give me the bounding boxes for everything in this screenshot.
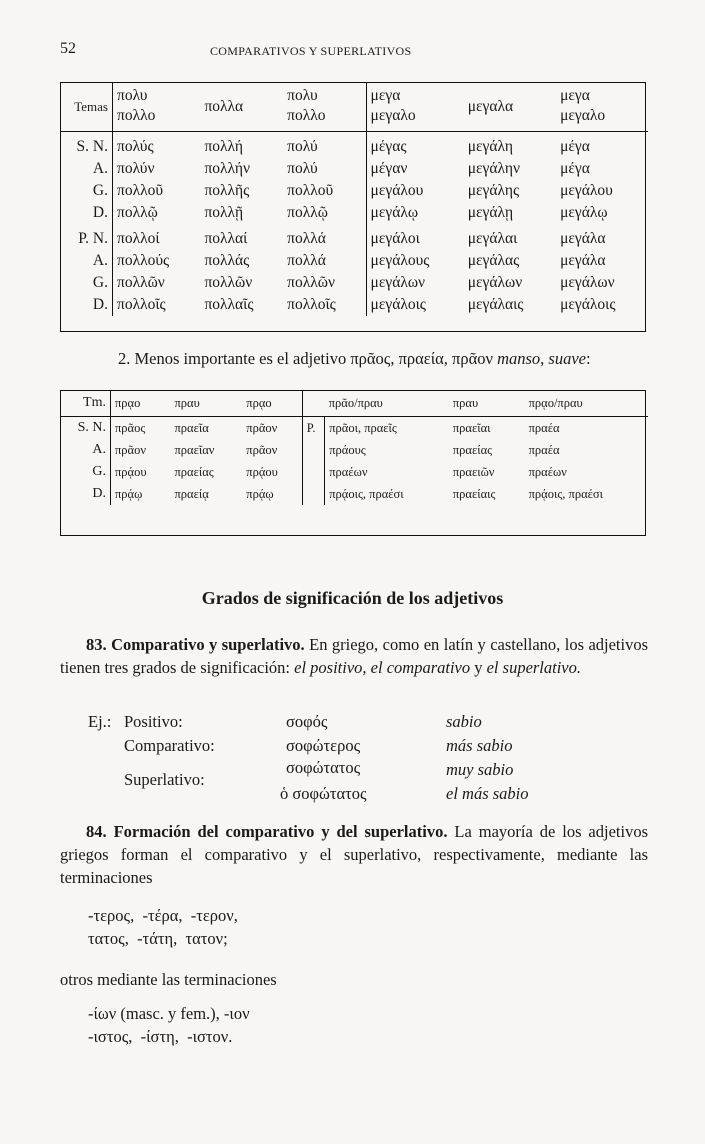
meaning: el más sabio: [446, 784, 529, 803]
declension-table-praos: [60, 390, 648, 505]
singular-form: πραείᾳ: [174, 487, 209, 501]
plural-form: πραείαις: [452, 487, 496, 501]
degree-label: Positivo:: [124, 712, 183, 731]
plural-form: πραείας: [452, 443, 493, 457]
paragraph-heading: Comparativo y superlativo.: [111, 635, 305, 654]
meaning: sabio: [446, 712, 482, 731]
paragraph-83: [60, 633, 648, 679]
plural-form: πραέων: [329, 465, 368, 479]
paragraph-text: Menos importante es el adjetivo πρᾶος, πραεία, πρᾶον: [134, 349, 498, 368]
form-cell: μεγάλοις: [370, 296, 426, 313]
others-line: otros mediante las terminaciones: [60, 970, 277, 989]
stem-cell: [464, 82, 556, 132]
table-row: [60, 180, 648, 202]
stem: μεγα: [560, 87, 590, 104]
case-label: D.: [60, 483, 111, 505]
form-cell: πολύν: [117, 160, 155, 177]
plural-label: P.: [302, 417, 325, 440]
form-cell: μεγάλα: [560, 252, 606, 269]
stem: πολλο: [287, 107, 326, 124]
form-cell: μέγας: [370, 138, 407, 155]
form-cell: μεγάλας: [467, 252, 520, 269]
stem-cell: [283, 82, 366, 132]
form-cell: πολλοῖς: [283, 294, 366, 316]
meaning: muy sabio: [446, 760, 514, 779]
stem: πρᾳο/πραυ: [525, 390, 648, 417]
paragraph-text: La mayoría de los adjetivos griegos forman el comparativo y el superlativo, respectivamente, mediante las terminaciones: [60, 822, 649, 887]
singular-form: πρᾶος: [115, 421, 146, 435]
form-cell: μεγάλην: [467, 160, 520, 177]
form-cell: μεγάλαις: [467, 296, 524, 313]
form-cell: μέγαν: [370, 160, 408, 177]
form-cell: πολλῆς: [204, 182, 250, 199]
form-cell: μέγα: [560, 160, 590, 177]
form-cell: μεγάλης: [467, 182, 520, 199]
page-number: 52: [60, 40, 76, 57]
form-cell: μεγάλου: [370, 182, 424, 199]
degree-label: Superlativo:: [124, 770, 205, 789]
meaning: más sabio: [446, 736, 513, 755]
form-cell: πολλοί: [117, 230, 160, 247]
paragraph-italic: el superlativo.: [486, 658, 582, 677]
paragraph-number: 84.: [86, 822, 107, 841]
paragraph-italic: manso, suave: [497, 349, 586, 368]
plural-label: [302, 439, 325, 461]
table-row: [60, 224, 648, 250]
superlative-endings: [88, 1002, 250, 1048]
case-label: G.: [60, 461, 111, 483]
singular-form: πραείας: [174, 465, 214, 479]
section-title: Grados de significación de los adjetivos: [201, 588, 504, 608]
form-cell: μεγάλῃ: [467, 204, 514, 221]
table-row: [60, 202, 648, 224]
form-cell: πολλῶν: [204, 274, 253, 291]
paragraph-italic: el positivo, el comparativo: [294, 658, 471, 677]
table-row: [60, 132, 648, 159]
case-label: A.: [60, 158, 113, 180]
form-cell: μεγάλους: [370, 252, 430, 269]
table-header-row: [60, 82, 648, 132]
case-label: D.: [60, 202, 113, 224]
paragraph-heading: Formación del comparativo y del superlativo.: [113, 822, 448, 841]
singular-form: πρᾴου: [242, 461, 302, 483]
ending-line: -τερος, -τέρα, -τερον,: [88, 906, 238, 925]
running-title: COMPARATIVOS Y SUPERLATIVOS: [210, 44, 412, 58]
singular-form: πραεῖαν: [174, 443, 215, 457]
singular-form: πρᾴῳ: [115, 487, 143, 501]
form-cell: μεγάλαι: [467, 230, 518, 247]
paragraph-number: 83.: [86, 635, 107, 654]
stems-label: Tm.: [60, 390, 111, 417]
form-cell: μεγάλοις: [560, 296, 616, 313]
stem: πραυ: [170, 390, 242, 417]
greek-form: ὁ σοφώτατος: [280, 784, 367, 803]
singular-form: πρᾶον: [242, 417, 302, 440]
form-cell: πολλαί: [204, 230, 248, 247]
form-cell: πολλά: [283, 250, 366, 272]
paragraph-number: 2.: [118, 349, 131, 368]
paragraph-2: [60, 347, 648, 370]
stem: μεγαλο: [370, 107, 416, 124]
form-cell: μεγάλων: [560, 274, 615, 291]
greek-form: σοφώτερος: [286, 736, 361, 755]
table-row: [60, 461, 648, 483]
stem: μεγα: [370, 87, 401, 104]
greek-form: σοφός: [286, 712, 328, 731]
table-header-row: [60, 390, 648, 417]
stems-label: Temas: [60, 82, 113, 132]
form-cell: μεγάλῳ: [560, 204, 608, 221]
singular-form: πραεῖα: [174, 421, 209, 435]
form-cell: πολλήν: [204, 160, 251, 177]
comparative-endings: [88, 904, 238, 950]
plural-form: πραέων: [528, 465, 567, 479]
form-cell: πολύ: [283, 132, 366, 159]
stem: πρᾳο: [111, 390, 171, 417]
table-row: [60, 272, 648, 294]
case-label: S. N.: [60, 417, 111, 440]
case-label: A.: [60, 439, 111, 461]
plural-label: [302, 483, 325, 505]
table-row: [60, 158, 648, 180]
form-cell: μεγάλοι: [370, 230, 420, 247]
table-row: [60, 294, 648, 316]
stem: πολυ: [117, 87, 148, 104]
form-cell: μεγάλου: [560, 182, 613, 199]
form-cell: μεγάλων: [467, 274, 523, 291]
form-cell: πολύ: [283, 158, 366, 180]
case-label: A.: [60, 250, 113, 272]
plural-form: πρᾴοις, πραέσι: [329, 487, 404, 501]
table-row: [60, 417, 648, 440]
plural-form: πρᾶοι, πραεῖς: [329, 421, 397, 435]
degree-label: Comparativo:: [124, 736, 215, 755]
plural-form: πραειῶν: [452, 465, 495, 479]
form-cell: μεγάλων: [370, 274, 426, 291]
ending-line: -ιστος, -ίστη, -ιστον.: [88, 1027, 233, 1046]
stem-cell: [113, 82, 201, 132]
singular-form: πρᾴῳ: [242, 483, 302, 505]
form-cell: πολλούς: [117, 252, 170, 269]
table-row: [60, 250, 648, 272]
form-cell: πολλάς: [204, 252, 250, 269]
form-cell: πολλῇ: [204, 204, 244, 221]
form-cell: πολλή: [204, 138, 244, 155]
paragraph-text: y: [470, 658, 487, 677]
stem: μεγαλο: [560, 107, 606, 124]
greek-form: σοφώτατος: [286, 758, 361, 777]
plural-form: πραεῖαι: [452, 421, 491, 435]
stem: μεγαλα: [467, 97, 514, 115]
singular-form: πρᾴου: [115, 465, 147, 479]
singular-form: πρᾶον: [115, 443, 146, 457]
form-cell: μέγα: [560, 138, 590, 155]
table-row: [60, 483, 648, 505]
form-cell: μεγάλα: [560, 230, 606, 247]
form-cell: πολλά: [283, 224, 366, 250]
paragraph-text: En griego, como en latín y castellano, los adjetivos tienen tres grados de significación:: [60, 635, 649, 677]
plural-form: πραέα: [528, 443, 560, 457]
paragraph-84: [60, 820, 648, 889]
form-cell: μεγάλη: [467, 138, 513, 155]
form-cell: πολλῷ: [117, 204, 158, 221]
form-cell: πολλῶν: [117, 274, 165, 291]
form-cell: πολλοῖς: [117, 296, 166, 313]
case-label: P. N.: [60, 224, 113, 250]
stem: πραυ: [449, 390, 525, 417]
plural-label: [302, 461, 325, 483]
plural-form: πράους: [329, 443, 366, 457]
singular-form: πρᾶον: [242, 439, 302, 461]
spacer-cell: [302, 390, 325, 417]
examples-label: Ej.:: [88, 712, 112, 731]
stem-cell: [556, 82, 648, 132]
form-cell: πολύς: [117, 138, 154, 155]
table-row: [60, 439, 648, 461]
plural-form: πρᾴοις, πραέσι: [528, 487, 603, 501]
form-cell: πολλοῦ: [117, 182, 164, 199]
form-cell: πολλῶν: [283, 272, 366, 294]
case-label: D.: [60, 294, 113, 316]
form-cell: μεγάλῳ: [370, 204, 419, 221]
stem: πολλο: [117, 107, 156, 124]
case-label: G.: [60, 272, 113, 294]
stem: πρᾶο/πραυ: [325, 390, 449, 417]
stem: πρᾳο: [242, 390, 302, 417]
case-label: G.: [60, 180, 113, 202]
stem-cell: [366, 82, 464, 132]
stem: πολλα: [204, 97, 244, 115]
ending-line: -ίων (masc. y fem.), -ιον: [88, 1004, 250, 1023]
form-cell: πολλῷ: [283, 202, 366, 224]
paragraph-text: :: [586, 349, 591, 368]
ending-line: τατος, -τάτη, τατον;: [88, 929, 228, 948]
form-cell: πολλοῦ: [283, 180, 366, 202]
case-label: S. N.: [60, 132, 113, 159]
form-cell: πολλαῖς: [204, 296, 254, 313]
plural-form: πραέα: [528, 421, 560, 435]
stem: πολυ: [287, 87, 318, 104]
stem-cell: [200, 82, 283, 132]
declension-table-polys-megas: [60, 82, 648, 316]
